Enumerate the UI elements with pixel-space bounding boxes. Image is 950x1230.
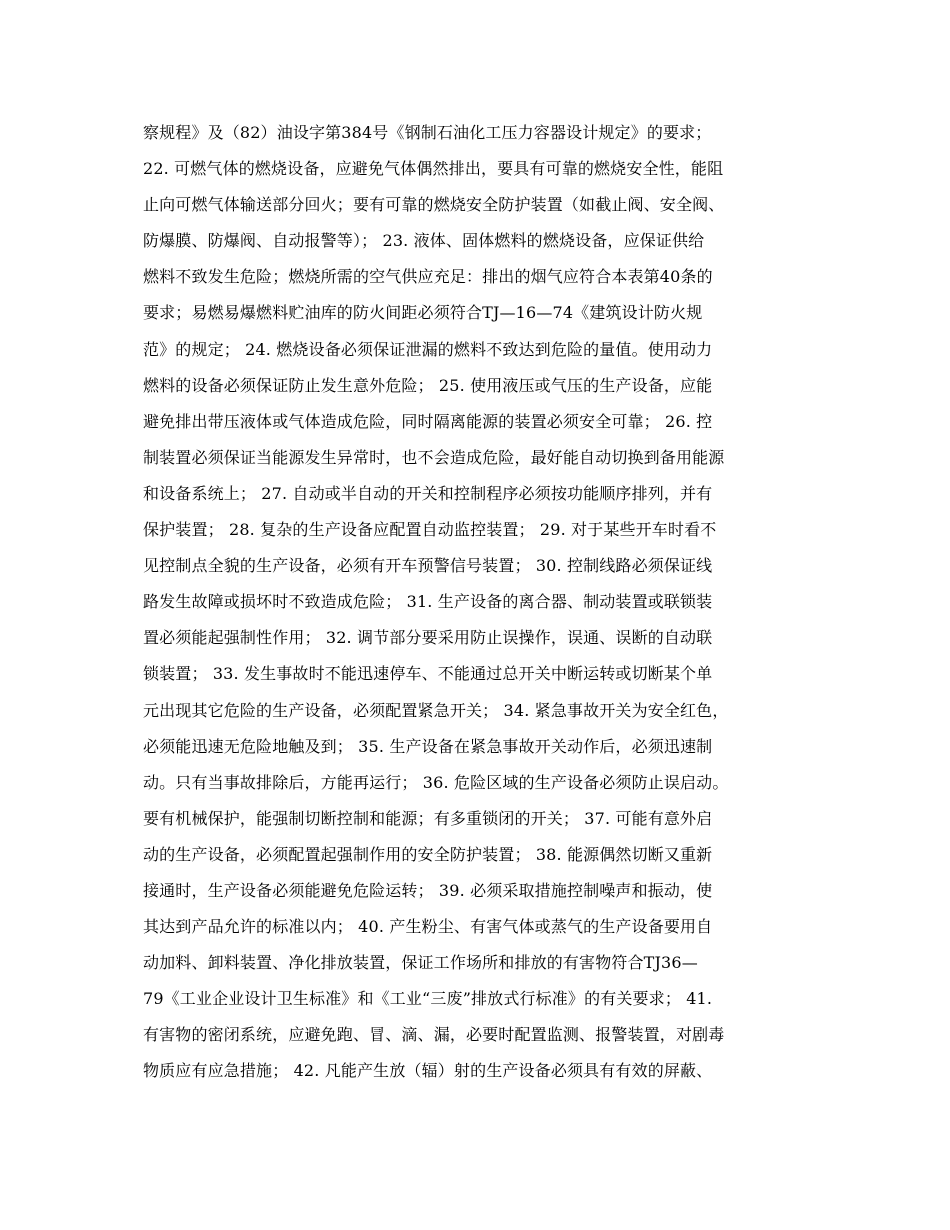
text-line: 动加料、卸料装置、净化排放装置，保证工作场所和排放的有害物符合TJ36—	[143, 953, 698, 973]
text-line: 范》的规定； 24. 燃烧设备必须保证泄漏的燃料不致达到危险的量值。使用动力	[143, 339, 713, 359]
text-line: 必须能迅速无危险地触及到； 35. 生产设备在紧急事故开关动作后，必须迅速制	[143, 736, 713, 756]
text-line: 防爆膜、防爆阀、自动报警等）； 23. 液体、固体燃料的燃烧设备，应保证供给	[143, 231, 705, 251]
text-line: 制装置必须保证当能源发生异常时，也不会造成危险，最好能自动切换到备用能源	[143, 447, 725, 467]
text-line: 和设备系统上； 27. 自动或半自动的开关和控制程序必须按功能顺序排列，并有	[143, 483, 713, 503]
text-line: 避免排出带压液体或气体造成危险，同时隔离能源的装置必须安全可靠； 26. 控	[143, 411, 713, 431]
text-line: 其达到产品允许的标准以内； 40. 产生粉尘、有害气体或蒸气的生产设备要用自	[143, 917, 713, 937]
text-line: 察规程》及（82）油设字第384号《钢制石油化工压力容器设计规定》的要求；	[143, 123, 712, 142]
text-line: 22. 可燃气体的燃烧设备，应避免气体偶然排出，要具有可靠的燃烧安全性，能阻	[143, 159, 724, 179]
text-line: 元出现其它危险的生产设备，必须配置紧急开关； 34. 紧急事故开关为安全红色，	[143, 700, 729, 720]
text-line: 要求；易燃易爆燃料贮油库的防火间距必须符合TJ—16—74《建筑设计防火规	[143, 303, 703, 323]
text-line: 燃料不致发生危险；燃烧所需的空气供应充足：排出的烟气应符合本表第40条的	[143, 267, 713, 287]
text-line: 动。只有当事故排除后，方能再运行； 36. 危险区域的生产设备必须防止误启动。	[143, 772, 729, 792]
text-line: 见控制点全貌的生产设备，必须有开车预警信号装置； 30. 控制线路必须保证线	[143, 556, 713, 576]
text-line: 锁装置； 33. 发生事故时不能迅速停车、不能通过总开关中断运转或切断某个单	[143, 664, 713, 684]
text-line: 物质应有应急措施； 42. 凡能产生放（辐）射的生产设备必须具有有效的屏蔽、	[143, 1061, 713, 1081]
text-line: 止向可燃气体输送部分回火；要有可靠的燃烧安全防护装置（如截止阀、安全阀、	[143, 195, 725, 215]
text-line: 燃料的设备必须保证防止发生意外危险； 25. 使用液压或气压的生产设备，应能	[143, 375, 713, 395]
text-line: 接通时，生产设备必须能避免危险运转； 39. 必须采取措施控制噪声和振动，使	[143, 880, 713, 900]
body-text	[143, 115, 823, 1090]
text-line: 动的生产设备，必须配置起强制作用的安全防护装置； 38. 能源偶然切断又重新	[143, 844, 713, 864]
text-line: 要有机械保护，能强制切断控制和能源；有多重锁闭的开关； 37. 可能有意外启	[143, 808, 713, 828]
text-line: 置必须能起强制性作用； 32. 调节部分要采用防止误操作，误通、误断的自动联	[143, 628, 713, 648]
text-line: 保护装置； 28. 复杂的生产设备应配置自动监控装置； 29. 对于某些开车时看不	[143, 520, 717, 540]
text-line: 有害物的密闭系统，应避免跑、冒、滴、漏，必要时配置监测、报警装置，对剧毒	[143, 1025, 725, 1045]
text-line: 路发生故障或损坏时不致造成危险； 31. 生产设备的离合器、制动装置或联锁装	[143, 592, 713, 612]
text-line: 79《工业企业设计卫生标准》和《工业“三废”排放式行标准》的有关要求； 41.	[143, 989, 713, 1009]
